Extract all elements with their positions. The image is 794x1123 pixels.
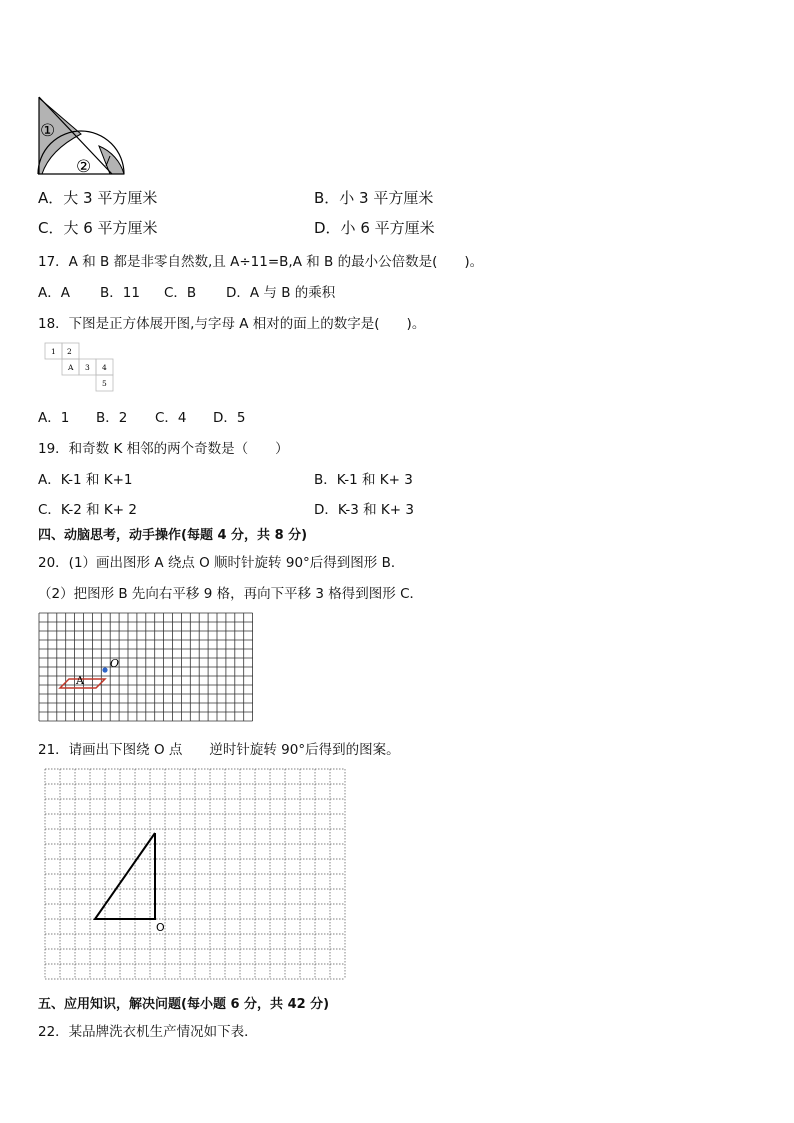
cube-net-figure (44, 342, 116, 394)
point-o-marker (102, 667, 107, 672)
q16-figure (36, 94, 128, 178)
q16-option-c[interactable]: C．大 6 平方厘米 (38, 219, 158, 237)
q22-stem: 22．某品牌洗衣机生产情况如下表． (38, 1024, 258, 1040)
q18-option-a[interactable]: A．1 (38, 410, 70, 426)
q18-option-d[interactable]: D．5 (213, 410, 246, 426)
shaded-region-2 (99, 146, 124, 174)
q16-option-d[interactable]: D．小 6 平方厘米 (314, 219, 435, 237)
q21-grid[interactable] (43, 767, 347, 983)
q20-line-1: 20．(1）画出图形 A 绕点 O 顺时针旋转 90°后得到图形 B． (38, 555, 405, 571)
q17-option-a[interactable]: A．A (38, 285, 70, 301)
q19-option-d[interactable]: D．K-3 和 K+ 3 (314, 502, 414, 518)
net-cell-a: A (68, 363, 74, 372)
q18-option-b[interactable]: B．2 (96, 410, 128, 426)
q19-stem: 19．和奇数 K 相邻的两个奇数是（ ） (38, 441, 289, 457)
q20-grid[interactable] (38, 612, 254, 722)
label-region-1: ① (40, 121, 56, 141)
q16-option-b[interactable]: B．小 3 平方厘米 (314, 189, 434, 207)
q21-stem: 21．请画出下图绕 O 点 逆时针旋转 90°后得到的图案。 (38, 742, 400, 758)
net-cell-4: 4 (102, 363, 107, 372)
q18-stem: 18．下图是正方体展开图,与字母 A 相对的面上的数字是( )。 (38, 316, 426, 332)
q17-option-d[interactable]: D．A 与 B 的乘积 (226, 285, 336, 301)
net-cell-3: 3 (85, 363, 90, 372)
net-cell-1: 1 (51, 347, 56, 356)
q20-line-2: （2）把图形 B 先向右平移 9 格，再向下平移 3 格得到图形 C． (38, 586, 423, 602)
q19-option-b[interactable]: B．K-1 和 K+ 3 (314, 472, 413, 488)
point-o-label: O (110, 657, 120, 670)
q17-option-c[interactable]: C．B (164, 285, 197, 301)
net-cell-2: 2 (67, 347, 72, 356)
section-5-heading: 五、应用知识，解决问题(每小题 6 分，共 42 分) (38, 997, 330, 1012)
q19-option-a[interactable]: A．K-1 和 K+1 (38, 472, 133, 488)
q18-option-c[interactable]: C．4 (155, 410, 187, 426)
shape-a-label: A (76, 674, 84, 687)
section-4-heading: 四、动脑思考，动手操作(每题 4 分，共 8 分) (38, 528, 308, 543)
q17-option-b[interactable]: B．11 (100, 285, 140, 301)
net-cell-5: 5 (102, 379, 107, 388)
q17-stem: 17．A 和 B 都是非零自然数,且 A÷11=B,A 和 B 的最小公倍数是( )。 (38, 254, 484, 270)
point-o-label-q21: O (156, 921, 165, 934)
q19-option-c[interactable]: C．K-2 和 K+ 2 (38, 502, 137, 518)
right-triangle (95, 833, 155, 919)
q16-option-a[interactable]: A．大 3 平方厘米 (38, 189, 158, 207)
label-region-2: ② (76, 157, 92, 177)
